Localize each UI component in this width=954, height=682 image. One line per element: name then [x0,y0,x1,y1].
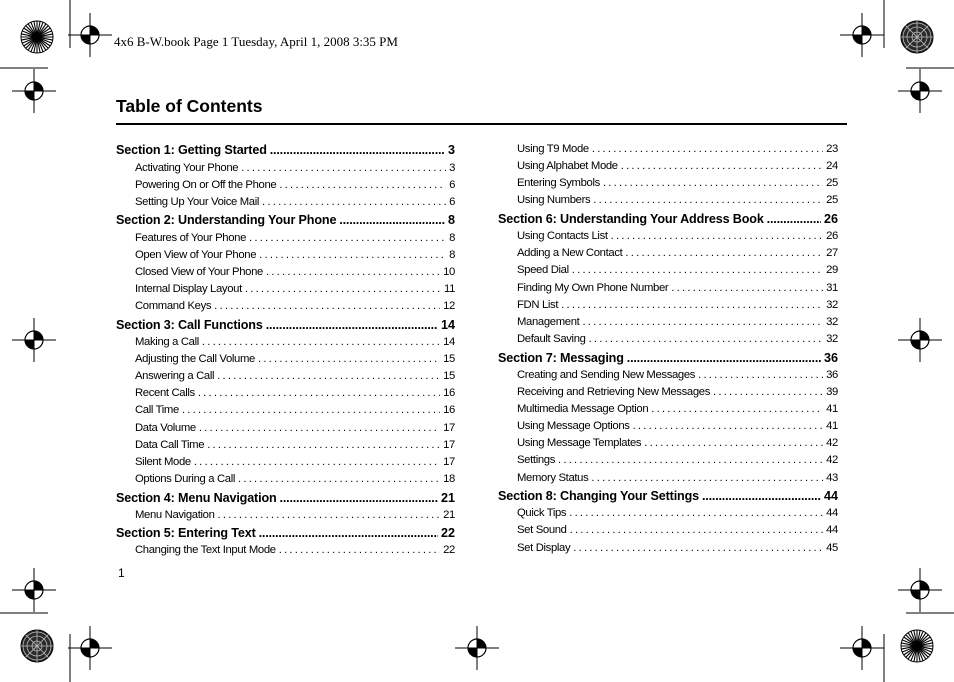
toc-page-number: 26 [826,230,838,243]
dot-leader [625,245,823,262]
toc-label: Using Numbers [517,194,591,207]
toc-page-number: 27 [826,247,838,260]
toc-page-number: 45 [826,541,838,554]
dot-leader [611,228,823,245]
dot-leader [339,211,445,229]
toc-page-number: 42 [826,454,838,467]
toc-page-number: 6 [449,195,455,208]
toc-label: Powering On or Off the Phone [135,178,277,191]
dot-leader [266,264,440,281]
dot-leader [698,367,823,384]
toc-label: Using Alphabet Mode [517,160,618,173]
toc-entry[interactable] [116,368,455,385]
toc-entry[interactable] [498,192,838,209]
dot-leader [589,331,824,348]
toc-entry[interactable] [116,351,455,368]
toc-label: Finding My Own Phone Number [517,281,669,294]
dot-leader [241,160,446,177]
dot-leader [767,210,821,228]
toc-page-number: 44 [826,507,838,520]
toc-label: Speed Dial [517,264,569,277]
toc-label: Section 4: Menu Navigation [116,490,277,505]
toc-entry[interactable] [116,471,455,488]
toc-entry[interactable] [498,435,838,452]
toc-page-number: 26 [823,211,838,226]
toc-page-number: 16 [443,404,455,417]
toc-page-number: 6 [449,178,455,191]
toc-page-number: 18 [443,472,455,485]
toc-entry[interactable] [498,297,838,314]
toc-entry[interactable] [116,420,455,437]
toc-page-number: 17 [443,421,455,434]
toc-label: Multimedia Message Option [517,402,649,415]
page-title: Table of Contents [116,96,263,116]
toc-page-number: 43 [826,471,838,484]
toc-entry[interactable] [498,314,838,331]
dot-leader [592,141,823,158]
toc-page-number: 15 [443,370,455,383]
toc-label: Closed View of Your Phone [135,265,263,278]
toc-label: Recent Calls [135,387,195,400]
toc-page-number: 8 [449,248,455,261]
toc-page-number: 36 [826,368,838,381]
toc-page-number: 25 [826,194,838,207]
toc-label: Section 7: Messaging [498,350,624,365]
toc-page-number: 17 [443,455,455,468]
toc-entry[interactable] [498,401,838,418]
toc-entry[interactable] [498,367,838,384]
dot-leader [194,454,440,471]
dot-leader [671,280,823,297]
toc-page-number: 25 [826,177,838,190]
toc-section-heading[interactable] [116,211,455,229]
dot-leader [245,281,441,298]
toc-entry[interactable] [498,228,838,245]
toc-column-right [498,141,838,557]
toc-section-heading[interactable] [116,316,455,334]
toc-label: Silent Mode [135,455,191,468]
toc-label: Making a Call [135,335,199,348]
dot-leader [582,314,823,331]
toc-page-number: 16 [443,387,455,400]
toc-page-number: 3 [447,143,455,158]
toc-section-heading[interactable] [498,210,838,228]
toc-entry[interactable] [116,437,455,454]
toc-entry[interactable] [116,385,455,402]
toc-entry[interactable] [498,280,838,297]
toc-entry[interactable] [498,470,838,487]
toc-entry[interactable] [498,141,838,158]
title-divider [116,123,847,125]
toc-page-number: 22 [440,526,455,541]
toc-entry[interactable] [116,507,455,524]
toc-label: Section 8: Changing Your Settings [498,489,699,504]
dot-leader [207,437,440,454]
toc-entry[interactable] [116,334,455,351]
toc-label: Section 3: Call Functions [116,317,263,332]
toc-entry[interactable] [498,418,838,435]
toc-page-number: 12 [443,300,455,313]
toc-label: Entering Symbols [517,177,600,190]
toc-entry[interactable] [498,522,838,539]
toc-label: Setting Up Your Voice Mail [135,195,260,208]
toc-label: Internal Display Layout [135,283,242,295]
dot-leader [214,298,440,315]
toc-label: Using Message Templates [517,437,642,450]
toc-label: Adjusting the Call Volume [135,353,255,365]
toc-entry[interactable] [116,160,455,177]
toc-page-number: 3 [449,161,455,174]
dot-leader [182,402,440,419]
toc-entry[interactable] [116,194,455,211]
dot-leader [561,297,823,314]
toc-entry[interactable] [498,158,838,175]
toc-label: Using Message Options [517,420,630,433]
dot-leader [259,524,438,542]
dot-leader [572,262,823,279]
toc-label: Using Contacts List [517,230,608,243]
toc-label: Quick Tips [517,507,567,520]
toc-entry[interactable] [116,177,455,194]
dot-leader [218,507,441,524]
toc-label: Settings [517,454,556,467]
toc-page-number: 21 [440,490,455,505]
dot-leader [199,420,440,437]
toc-page-number: 15 [443,353,455,365]
toc-entry[interactable] [116,454,455,471]
toc-section-heading[interactable] [116,489,455,507]
toc-entry[interactable] [116,281,455,298]
toc-section-heading[interactable] [498,487,838,505]
dot-leader [627,349,821,367]
toc-label: Creating and Sending New Messages [517,368,696,381]
dot-leader [569,505,823,522]
toc-entry[interactable] [498,505,838,522]
toc-entry[interactable] [116,264,455,281]
toc-label: FDN List [517,298,559,311]
toc-label: Data Volume [135,421,196,434]
dot-leader [266,316,438,334]
toc-label: Changing the Text Input Mode [135,544,276,557]
toc-label: Options During a Call [135,472,236,485]
toc-label: Open View of Your Phone [135,248,257,261]
toc-label: Section 1: Getting Started [116,143,267,158]
dot-leader [651,401,823,418]
dot-leader [249,230,446,247]
toc-page-number: 42 [826,437,838,450]
toc-page-number: 32 [826,298,838,311]
toc-section-heading[interactable] [498,349,838,367]
toc-entry[interactable] [498,175,838,192]
toc-page-number: 44 [826,524,838,537]
toc-label: Set Sound [517,524,567,537]
toc-label: Memory Status [517,471,589,484]
toc-entry[interactable] [116,402,455,419]
toc-page-number: 36 [823,350,838,365]
toc-label: Answering a Call [135,370,215,383]
toc-label: Section 5: Entering Text [116,526,256,541]
dot-leader [621,158,823,175]
toc-label: Command Keys [135,300,212,313]
dot-leader [558,452,823,469]
toc-label: Section 6: Understanding Your Address Book [498,211,764,226]
toc-entry[interactable] [116,298,455,315]
toc-page-number: 8 [447,213,455,228]
toc-page-number: 41 [826,402,838,415]
toc-page-number: 39 [826,385,838,398]
toc-label: Receiving and Retrieving New Messages [517,385,711,398]
toc-entry[interactable] [116,247,455,264]
dot-leader [702,487,821,505]
print-info-header: 4x6 B-W.book Page 1 Tuesday, April 1, 2008 3:35 PM [114,34,398,49]
toc-page-number: 11 [443,283,455,295]
toc-page-number: 23 [826,143,838,155]
toc-label: Adding a New Contact [517,247,623,260]
toc-page-number: 44 [823,489,838,504]
dot-leader [279,542,440,559]
dot-leader [633,418,824,435]
toc-page-number: 22 [443,544,455,557]
dot-leader [279,177,446,194]
toc-entry[interactable] [498,262,838,279]
dot-leader [573,540,823,557]
toc-page-number: 14 [443,335,455,348]
toc-entry[interactable] [116,230,455,247]
toc-label: Using T9 Mode [517,143,589,155]
dot-leader [603,175,823,192]
dot-leader [280,489,438,507]
toc-entry[interactable] [498,331,838,348]
page-number: 1 [118,566,125,580]
dot-leader [259,247,446,264]
dot-leader [198,385,440,402]
toc-section-heading[interactable] [116,524,455,542]
toc-entry[interactable] [498,540,838,557]
dot-leader [713,384,823,401]
toc-entry[interactable] [498,245,838,262]
toc-label: Section 2: Understanding Your Phone [116,213,337,228]
toc-label: Call Time [135,404,179,417]
toc-label: Data Call Time [135,438,205,451]
dot-leader [270,141,445,159]
toc-page-number: 21 [443,508,455,521]
dot-leader [258,351,440,368]
dot-leader [593,192,823,209]
toc-label: Set Display [517,541,571,554]
toc-entry[interactable] [498,452,838,469]
dot-leader [238,471,440,488]
dot-leader [591,470,823,487]
dot-leader [644,435,823,452]
toc-page-number: 8 [449,231,455,244]
toc-label: Activating Your Phone [135,161,239,174]
toc-entry[interactable] [116,542,455,559]
toc-section-heading[interactable] [116,141,455,159]
toc-entry[interactable] [498,384,838,401]
toc-label: Default Saving [517,332,586,345]
toc-label: Menu Navigation [135,508,215,521]
toc-page-number: 10 [443,265,455,278]
dot-leader [202,334,440,351]
toc-label: Management [517,315,580,328]
toc-page-number: 29 [826,264,838,277]
toc-page-number: 14 [440,317,455,332]
dot-leader [570,522,824,539]
toc-label: Features of Your Phone [135,231,247,244]
toc-page-number: 24 [826,160,838,173]
toc-column-left [116,141,455,560]
toc-page-number: 17 [443,438,455,451]
toc-page-number: 41 [826,420,838,433]
toc-page-number: 31 [826,281,838,294]
dot-leader [217,368,440,385]
toc-page-number: 32 [826,332,838,345]
toc-page-number: 32 [826,315,838,328]
dot-leader [262,194,446,211]
